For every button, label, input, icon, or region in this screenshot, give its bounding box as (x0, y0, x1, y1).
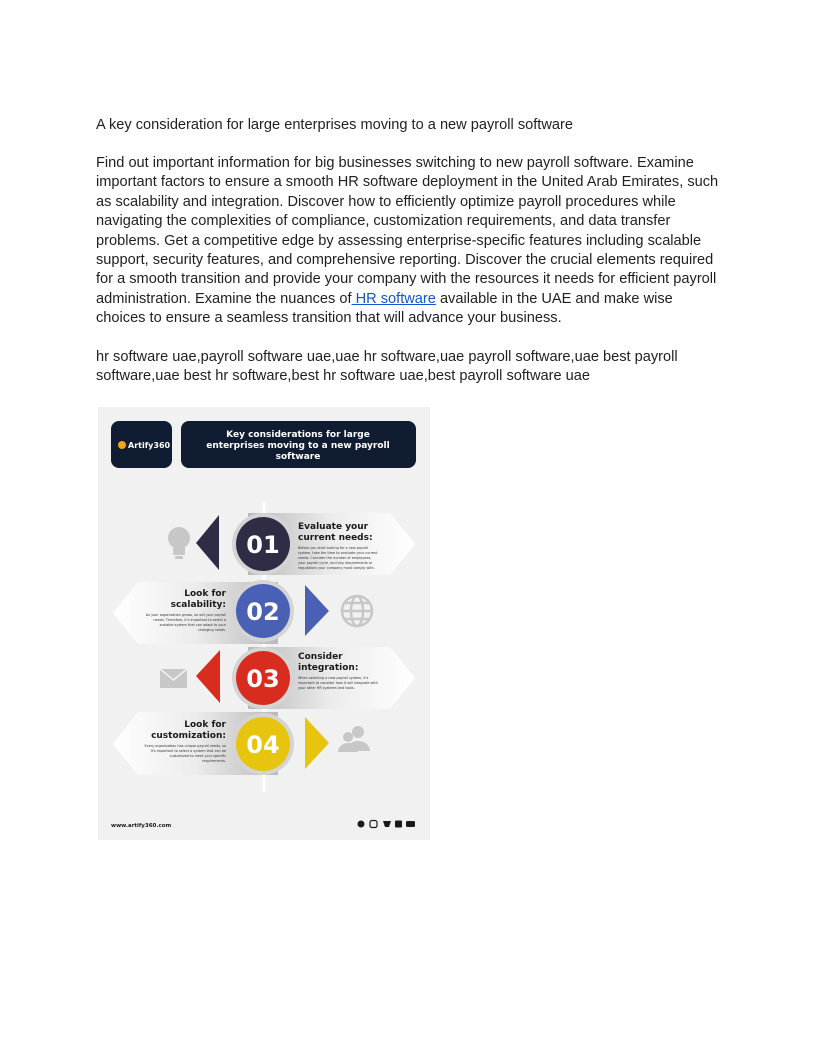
hr-software-link[interactable]: HR software (351, 290, 436, 307)
lightbulb-icon (168, 527, 190, 559)
paragraph-text-start: Find out important information for big businesses switching to new payroll software. Examine important factors to ensure a smooth HR software deployment in the United Arab Emirates, such as scalability and integration. Discover how to efficiently optimize payroll procedures while navigating the complexities of compliance, customization requirements, and data transfer problems. Get a competitive edge by assessing enterprise-specific features including scalable support, security features, and comprehensive reporting. Discover the crucial elements required for a smooth transition and provide your company with the resources it needs for efficient payroll administration. Examine the nuances of (96, 155, 719, 307)
header-line-3: software (275, 452, 321, 462)
header-line-1: Key considerations for large (226, 430, 370, 440)
step-01-body-line-2: system, take the time to evaluate your current (298, 551, 378, 555)
keyword-tags: hr software uae,payroll software uae,uae hr software,uae payroll software,uae best payroll software,uae best hr software,best hr software uae,best payroll software uae (96, 349, 678, 385)
step-04-body-line-2: it's important to select a system that can be (150, 749, 226, 753)
step-01-body-line-4: your payroll cycle, and any requirements or (298, 561, 373, 565)
twitter-icon[interactable] (383, 821, 391, 827)
step-04-body-line-1: Every organization has unique payroll needs, so (144, 744, 226, 748)
linkedin-icon[interactable] (395, 821, 402, 828)
step-01-body-line-1: Before you start looking for a new payroll (298, 546, 369, 550)
step-02-number: 02 (246, 598, 280, 626)
step-01-title-line-2: current needs: (298, 533, 373, 543)
paragraph-text-end: available in the UAE and make wise choices to ensure a seamless transition that will advance your business. (96, 290, 673, 327)
step-03-arrow (196, 650, 220, 703)
step-03-body-line-2: important to consider how it will integrate with (298, 681, 378, 685)
step-02-body-line-3: scalable system that can adapt to your (159, 623, 226, 627)
step-03-title-line-1: Consider (298, 652, 343, 662)
step-03-number: 03 (246, 665, 280, 693)
step-04-arrow (305, 717, 329, 769)
infographic-image (98, 407, 430, 840)
social-icons (358, 821, 416, 828)
step-04-title-line-1: Look for (184, 720, 226, 730)
step-03-body-line-3: your other HR systems and tools. (298, 686, 355, 690)
step-01-body-line-5: regulations your company must comply with. (298, 566, 375, 570)
step-03-body-line-1: When selecting a new payroll system, it's (298, 676, 369, 680)
step-02-title-line-2: scalability: (170, 600, 226, 610)
globe-icon (342, 596, 372, 626)
step-01-body-line-3: needs. Consider the number of employees, (298, 556, 372, 560)
step-04-title-line-2: customization: (151, 731, 226, 741)
step-02-body-line-2: needs. Therefore, it's important to select a (153, 618, 226, 622)
logo-icon (118, 441, 126, 449)
users-icon (338, 726, 370, 752)
instagram-icon[interactable] (370, 821, 377, 828)
step-03-title-line-2: integration: (298, 663, 359, 673)
step-01-title-line-1: Evaluate your (298, 522, 369, 532)
logo-text: Artify360 (128, 441, 171, 450)
step-02-body-line-1: As your organization grows, so will your payroll (145, 613, 226, 617)
step-02-body-line-4: changing needs. (197, 628, 226, 632)
youtube-icon[interactable] (406, 821, 415, 827)
intro-paragraph (96, 154, 726, 329)
step-04-body-line-4: requirements. (202, 759, 226, 763)
header-line-2: enterprises moving to a new payroll (206, 441, 390, 451)
step-01-arrow (196, 515, 219, 570)
step-02-title-line-1: Look for (184, 589, 226, 599)
step-04-body-line-3: customized to meet your specific (169, 754, 226, 758)
envelope-icon (160, 669, 187, 688)
step-02-arrow (305, 585, 329, 636)
footer-url: www.artify360.com (111, 823, 172, 829)
step-04-number: 04 (246, 731, 280, 759)
document-title: A key consideration for large enterprises moving to a new payroll software (96, 117, 573, 133)
step-01-number: 01 (246, 531, 280, 559)
facebook-icon[interactable] (358, 821, 365, 828)
